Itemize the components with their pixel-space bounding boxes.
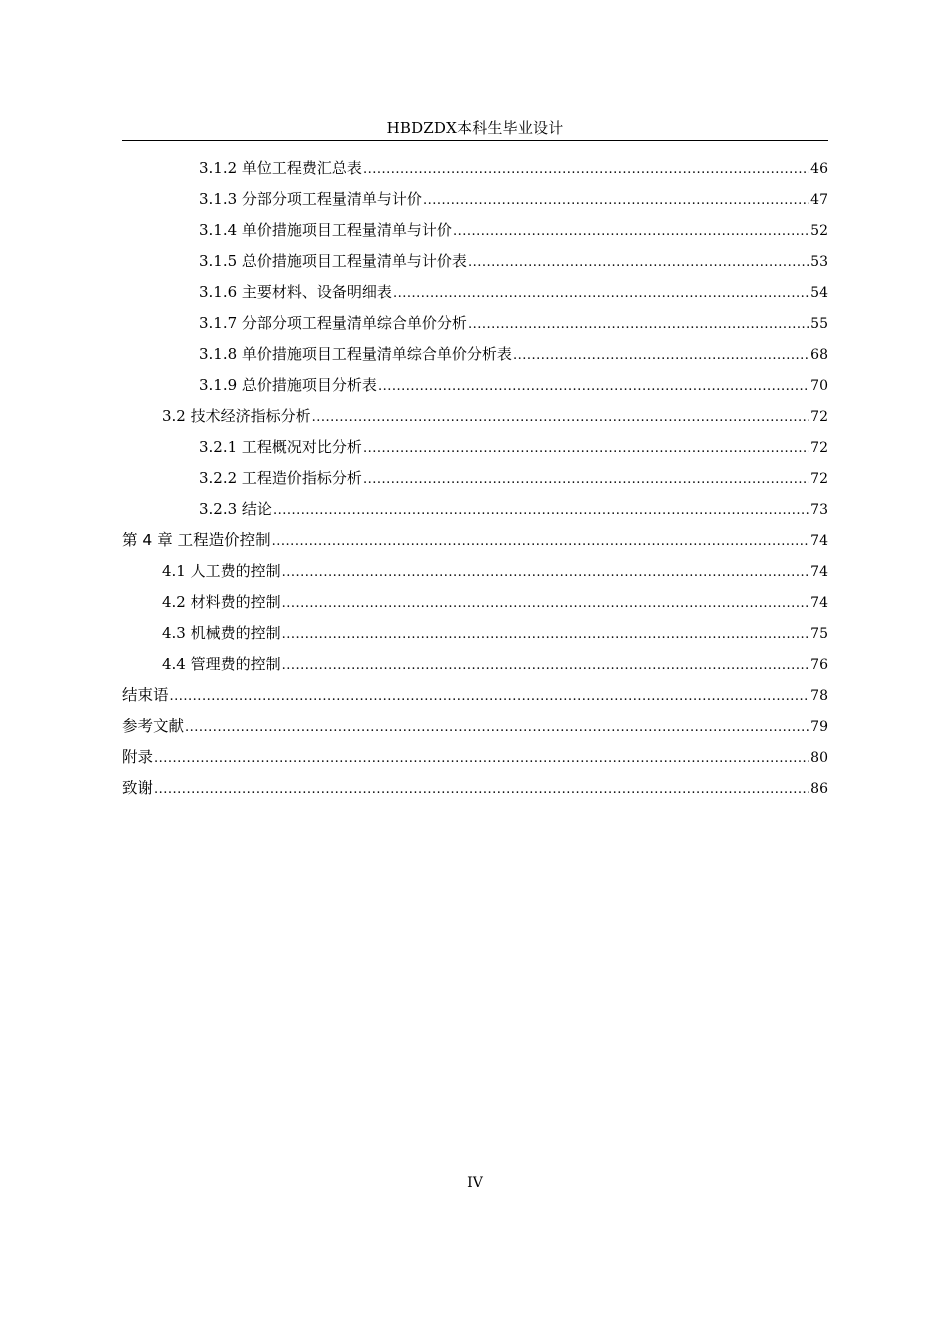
toc-dot-leader: [282, 588, 810, 619]
toc-entry-page: 74: [810, 533, 828, 549]
toc-entry-title: 参考文献: [122, 717, 185, 735]
toc-entry[interactable]: [122, 587, 828, 618]
toc-entry-title: 3.1.9 总价措施项目分析表: [199, 376, 377, 394]
page-number: IV: [467, 1175, 483, 1191]
toc-entry-title: 附录: [122, 748, 154, 766]
toc-entry-title: 4.3 机械费的控制: [162, 624, 281, 642]
toc-entry-page: 52: [810, 223, 828, 239]
toc-entry-page: 75: [810, 626, 828, 642]
toc-entry-page: 80: [810, 750, 828, 766]
toc-dot-leader: [185, 712, 809, 743]
toc-entry-title: 3.1.2 单位工程费汇总表: [199, 159, 362, 177]
toc-entry-page: 70: [810, 378, 828, 394]
toc-entry-page: 79: [810, 719, 828, 735]
toc-entry-page: 54: [810, 285, 828, 301]
toc-entry-page: 55: [810, 316, 828, 332]
toc-entry[interactable]: [122, 401, 828, 432]
toc-entry-page: 46: [810, 161, 828, 177]
toc-entry[interactable]: [122, 339, 828, 370]
toc-entry-page: 47: [810, 192, 828, 208]
toc-dot-leader: [363, 154, 809, 185]
toc-entry-page: 72: [810, 440, 828, 456]
toc-dot-leader: [423, 185, 809, 216]
toc-dot-leader: [170, 681, 810, 712]
toc-entry-page: 74: [810, 564, 828, 580]
toc-dot-leader: [282, 557, 810, 588]
toc-dot-leader: [154, 743, 809, 774]
toc-entry-page: 68: [810, 347, 828, 363]
toc-entry[interactable]: [122, 432, 828, 463]
toc-entry-page: 86: [810, 781, 828, 797]
toc-entry-title: 3.2.3 结论: [199, 500, 272, 518]
toc-entry-page: 78: [810, 688, 828, 704]
toc-entry[interactable]: [122, 215, 828, 246]
toc-entry-page: 76: [810, 657, 828, 673]
toc-entry-page: 53: [810, 254, 828, 270]
toc-dot-leader: [273, 495, 809, 526]
toc-entry-title: 3.1.8 单价措施项目工程量清单综合单价分析表: [199, 345, 512, 363]
toc-entry-title: 3.1.5 总价措施项目工程量清单与计价表: [199, 252, 467, 270]
toc-entry[interactable]: [122, 525, 828, 556]
page-header-title: HBDZDX本科生毕业设计: [386, 119, 564, 137]
toc-dot-leader: [513, 340, 809, 371]
toc-dot-leader: [282, 619, 810, 650]
toc-entry-title: 4.4 管理费的控制: [162, 655, 281, 673]
toc-dot-leader: [468, 247, 809, 278]
toc-entry-page: 73: [810, 502, 828, 518]
toc-entry[interactable]: [122, 742, 828, 773]
toc-dot-leader: [272, 526, 810, 557]
toc-entry-page: 72: [810, 471, 828, 487]
toc-entry[interactable]: [122, 680, 828, 711]
table-of-contents: [122, 153, 828, 804]
toc-entry[interactable]: [122, 246, 828, 277]
toc-entry[interactable]: [122, 711, 828, 742]
toc-entry[interactable]: [122, 184, 828, 215]
toc-entry-title: 4.1 人工费的控制: [162, 562, 281, 580]
toc-dot-leader: [363, 433, 809, 464]
toc-entry[interactable]: [122, 308, 828, 339]
toc-entry-title: 3.1.3 分部分项工程量清单与计价: [199, 190, 422, 208]
toc-entry[interactable]: [122, 463, 828, 494]
toc-dot-leader: [363, 464, 809, 495]
toc-entry[interactable]: [122, 153, 828, 184]
toc-entry[interactable]: [122, 773, 828, 804]
toc-dot-leader: [393, 278, 809, 309]
header-rule: [122, 140, 828, 141]
toc-dot-leader: [378, 371, 809, 402]
toc-entry[interactable]: [122, 277, 828, 308]
toc-entry-page: 74: [810, 595, 828, 611]
toc-entry-title: 3.1.7 分部分项工程量清单综合单价分析: [199, 314, 467, 332]
toc-dot-leader: [282, 650, 810, 681]
toc-entry[interactable]: [122, 649, 828, 680]
toc-dot-leader: [154, 774, 809, 805]
toc-entry-title: 结束语: [122, 686, 169, 704]
toc-entry[interactable]: [122, 556, 828, 587]
toc-entry-title: 3.1.4 单价措施项目工程量清单与计价: [199, 221, 452, 239]
toc-entry-title: 致谢: [122, 779, 154, 797]
toc-dot-leader: [312, 402, 810, 433]
toc-entry-title: 3.2.2 工程造价指标分析: [199, 469, 362, 487]
toc-entry-page: 72: [810, 409, 828, 425]
toc-entry[interactable]: [122, 370, 828, 401]
toc-entry-title: 第 4 章 工程造价控制: [122, 531, 271, 549]
toc-entry-title: 3.2.1 工程概况对比分析: [199, 438, 362, 456]
toc-dot-leader: [453, 216, 809, 247]
toc-dot-leader: [468, 309, 809, 340]
toc-entry[interactable]: [122, 618, 828, 649]
toc-entry-title: 3.1.6 主要材料、设备明细表: [199, 283, 392, 301]
toc-entry[interactable]: [122, 494, 828, 525]
toc-entry-title: 4.2 材料费的控制: [162, 593, 281, 611]
toc-entry-title: 3.2 技术经济指标分析: [162, 407, 311, 425]
